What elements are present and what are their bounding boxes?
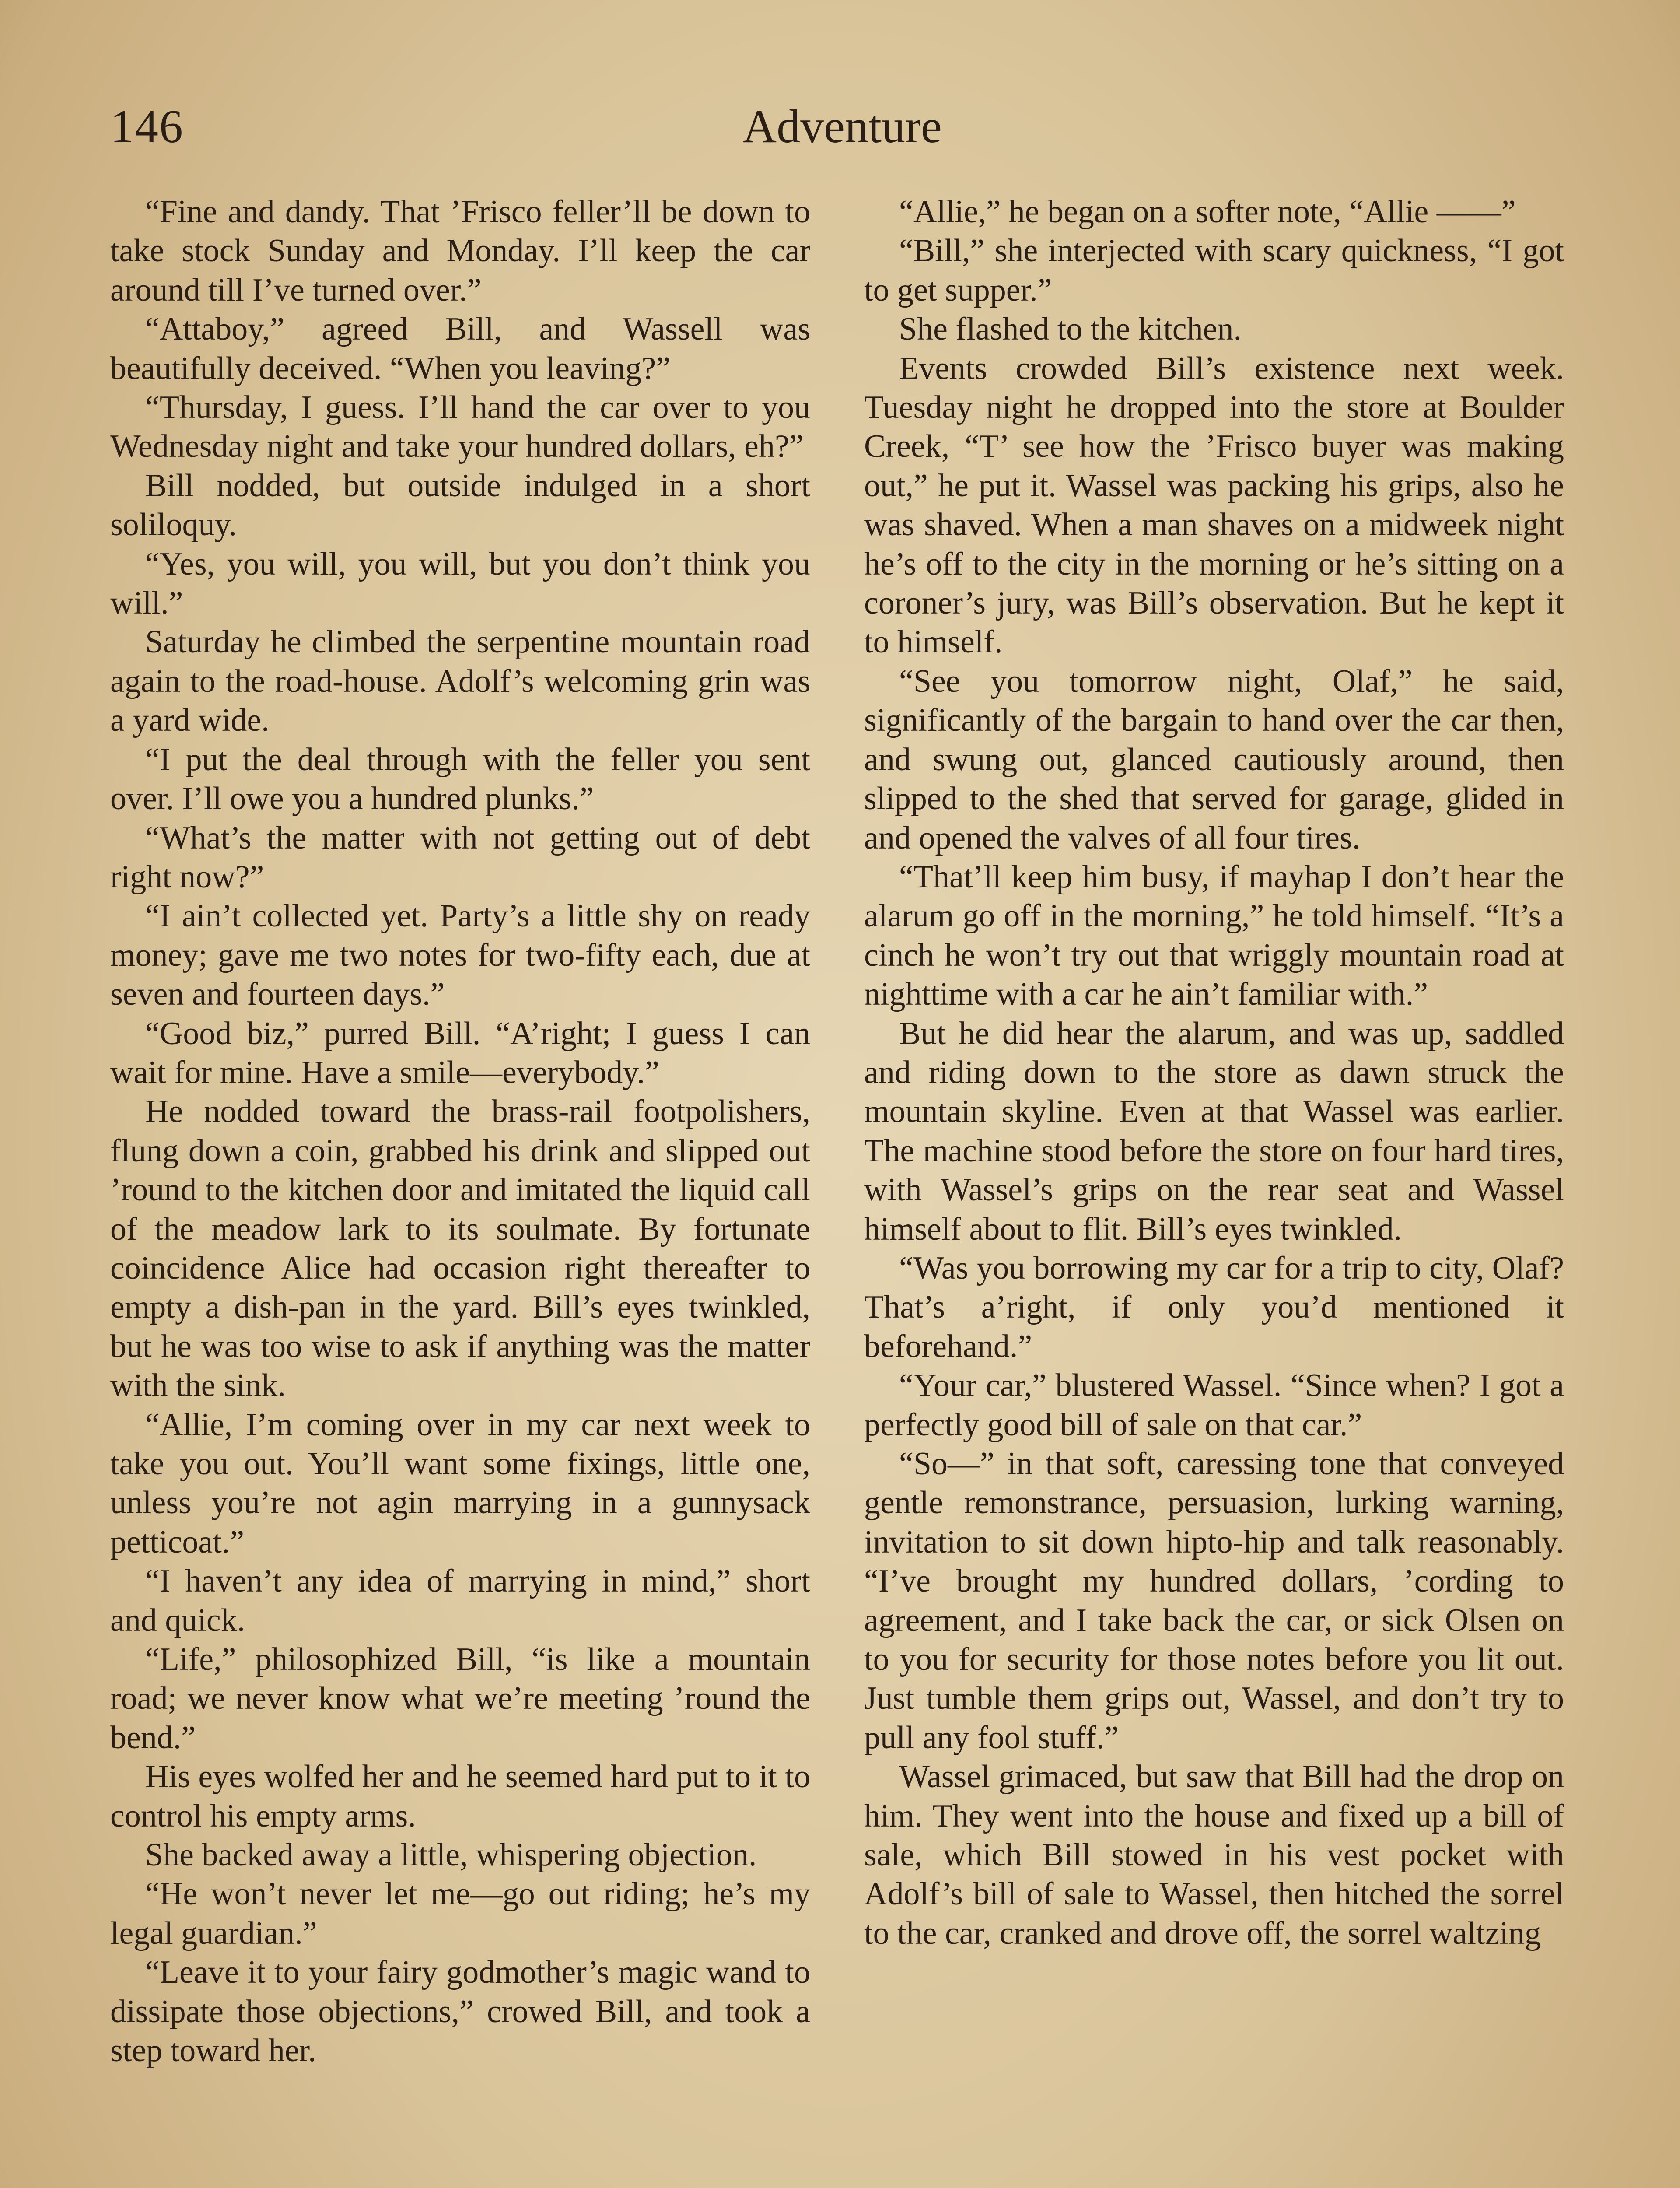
paragraph: Bill nodded, but outside indulged in a short soliloquy. (110, 467, 810, 543)
paragraph: “So—” in that soft, caressing tone that conveyed gentle remonstrance, persuasion, lurking warning, invitation to sit down hipto-hip and talk reasonably. “I’ve brought my hundred dollars, ’cording to agreement, and I take back the car, or sick Olsen on to you for security for those notes before you lit out. Just tumble them grips out, Wassel, and don’t try to pull any fool stuff.” (864, 1446, 1564, 1756)
paragraph: “That’ll keep him busy, if mayhap I don’t hear the alarum go off in the morning,” he told himself. “It’s a cinch he won’t try out that wriggly mountain road at nighttime with a car he ain’t familiar with.” (864, 859, 1564, 1013)
paragraph: But he did hear the alarum, and was up, saddled and riding down to the store as dawn struck the mountain skyline. Even at that Wassel was earlier. The machine stood before the store on four hard tires, with Wassel’s grips on the rear seat and Wassel himself about to flit. Bill’s eyes twinkled. (864, 1015, 1564, 1247)
paragraph: His eyes wolfed her and he seemed hard put to it to control his empty arms. (110, 1759, 810, 1834)
paragraph: “Attaboy,” agreed Bill, and Wassell was beautifully deceived. “When you leaving?” (110, 311, 810, 386)
paragraph: “Allie,” he began on a softer note, “Allie ——” (899, 194, 1516, 230)
paragraph: “Bill,” she interjected with scary quickness, “I got to get supper.” (864, 233, 1564, 308)
paragraph: “Good biz,” purred Bill. “A’right; I guess I can wait for mine. Have a smile—everybody.” (110, 1015, 810, 1090)
page-header (110, 83, 1574, 171)
paragraph: “Was you borrowing my car for a trip to city, Olaf? That’s a’right, if only you’d mentioned it beforehand.” (864, 1250, 1564, 1364)
paragraph: She flashed to the kitchen. (899, 311, 1242, 347)
paragraph: “I ain’t collected yet. Party’s a little shy on ready money; gave me two notes for two-fifty each, due at seven and fourteen days.” (110, 898, 810, 1013)
left-column (110, 193, 810, 2188)
right-column (864, 193, 1564, 2188)
page-number: 146 (110, 101, 184, 153)
paragraph: “Leave it to your fairy godmother’s magic wand to dissipate those objections,” crowed Bill, and took a step toward her. (110, 1954, 810, 2069)
paragraph: Wassel grimaced, but saw that Bill had the drop on him. They went into the house and fixed up a bill of sale, which Bill stowed in his vest pocket with Adolf’s bill of sale to Wassel, then hitched the sorrel to the car, cranked and drove off, the sorrel waltzing (864, 1759, 1564, 1951)
paragraph: She backed away a little, whispering objection. (145, 1837, 757, 1873)
paragraph: “Yes, you will, you will, but you don’t think you will.” (110, 546, 810, 621)
paragraph: Saturday he climbed the serpentine mountain road again to the road-house. Adolf’s welcoming grin was a yard wide. (110, 624, 810, 739)
paragraph: “Your car,” blustered Wassel. “Since when? I got a perfectly good bill of sale on that car.” (864, 1368, 1564, 1443)
paragraph: “Thursday, I guess. I’ll hand the car over to you Wednesday night and take your hundred dollars, eh?” (110, 389, 810, 465)
paragraph: “Fine and dandy. That ’Frisco feller’ll be down to take stock Sunday and Monday. I’ll keep the car around till I’ve turned over.” (110, 194, 810, 308)
paragraph: “Life,” philosophized Bill, “is like a mountain road; we never know what we’re meeting ’round the bend.” (110, 1641, 810, 1756)
paragraph: Events crowded Bill’s existence next week. Tuesday night he dropped into the store at Boulder Creek, “T’ see how the ’Frisco buyer was making out,” he put it. Wassel was packing his grips, also he was shaved. When a man shaves on a midweek night he’s off to the city in the morning or he’s sitting on a coroner’s jury, was Bill’s observation. But he kept it to himself. (864, 350, 1564, 660)
paragraph: “See you tomorrow night, Olaf,” he said, significantly of the bargain to hand over the car then, and swung out, glanced cautiously around, then slipped to the shed that served for garage, glided in and opened the valves of all four tires. (864, 663, 1564, 856)
paragraph: “I haven’t any idea of marrying in mind,” short and quick. (110, 1563, 810, 1638)
paragraph: He nodded toward the brass-rail footpolishers, flung down a coin, grabbed his drink and slipped out ’round to the kitchen door and imitated the liquid call of the meadow lark to its soulmate. By fortunate coincidence Alice had occasion right thereafter to empty a dish-pan in the yard. Bill’s eyes twinkled, but he was too wise to ask if anything was the matter with the sink. (110, 1094, 810, 1404)
paragraph: “I put the deal through with the feller you sent over. I’ll owe you a hundred plunks.” (110, 741, 810, 817)
paragraph: “What’s the matter with not getting out of debt right now?” (110, 820, 810, 895)
paragraph: “He won’t never let me—go out riding; he’s my legal guardian.” (110, 1876, 810, 1951)
paragraph: “Allie, I’m coming over in my car next week to take you out. You’ll want some fixings, little one, unless you’re not agin marrying in a gunnysack petticoat.” (110, 1406, 810, 1560)
running-title: Adventure (742, 101, 942, 153)
